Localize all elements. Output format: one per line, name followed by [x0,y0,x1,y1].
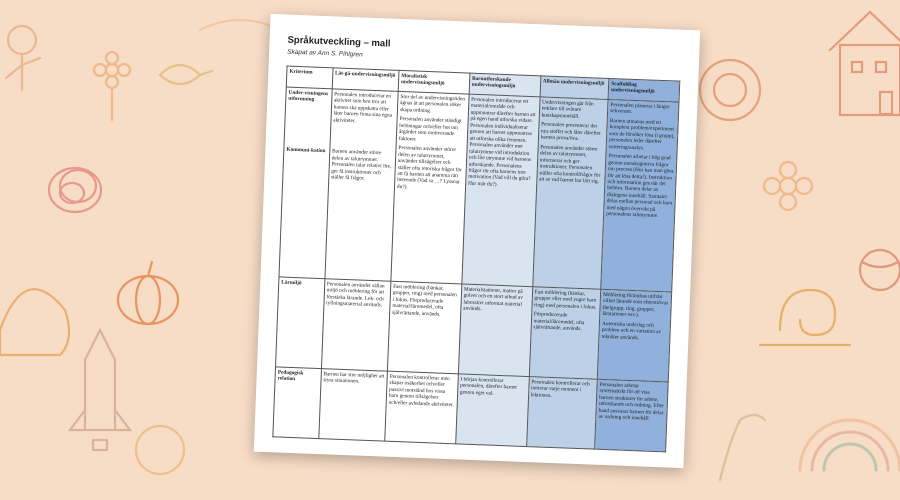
flower-icon-right [764,162,812,210]
table-cell [462,94,540,287]
criterion-cell [279,87,332,279]
cell-text: Personalen använder större delen av talutrymmet, använder tillsägelser och ställer ofta retoriska frågor för att få barnen att anamma rätt beteende (Vad sa …? Lyssnar du?). [396,145,462,191]
header-scaffolding: Scaffolding undervisningsmiljö [608,78,680,102]
header-barnutforskande: Barnutforskande undervisningsmiljö [469,73,541,97]
snail-icon [760,290,850,345]
table-cell [601,99,679,292]
table-cell [458,284,532,377]
cell-text: Stor del av undervisningstiden ägnas åt att personalen söker skapa ordning. [399,93,466,115]
cell-text: I början kontrollerar personalen, därefter barnet genom eget val. [459,376,517,397]
table-cell [318,369,387,441]
cell-text: Materialstationer, mattor på golvet och ett stort utbud av laborativt utformat material används. [463,286,524,313]
cell-text: Personalen kontrollerar och initierar varje moment i lektionen. [530,379,590,399]
table-cell [391,91,469,284]
table-cell [455,374,528,447]
criterion-cell: Pedagogisk relation [273,367,321,439]
table-cell [526,377,597,450]
table-row [279,87,679,292]
rubric-table [272,66,680,453]
scribble-icon [49,168,101,212]
cell-text: Personalen presenterar det nya stoffet och låter därefter barnen prova/öva. [540,121,601,143]
rocket-icon [70,330,130,450]
cell-text: Personalen arbetar i hög grad genom metakognitiva frågor om process (Hur kan man göra för att lösa detta?). Instruktion och information ges när det behövs. Barnen delar av dialogens innehåll. Samtalet delas mellan personal och barn med någon övervikt på personalens talutrymme. [606,153,674,220]
rainbow-icon [800,420,900,470]
cell-text: Autentiska underlag och problem och en variation av tekniker används. [601,320,662,342]
flower-icon [94,52,130,120]
header-criterion: Kriterium [286,66,332,89]
ball-icon [860,250,900,290]
table-cell [387,281,461,374]
cell-text: Personalen använder större delen av talutrymmet, informerar och ger instruktioner. Personalen ställer ofta kontrollfrågor för att se vad barnet har lärt sig. [538,144,601,185]
stick-figure-icon [6,26,40,90]
table-row [273,367,668,452]
cell-text: Barnen använder större delen av talutrymmet. Personalen talar relativt lite, ger få instruktioner och ställer få frågor. [330,148,392,182]
header-allman: Allmän undervisningsmiljö [540,76,609,100]
cell-text: Förproducerade material/läromedel, ofta självrättande, används. [533,311,585,333]
sun-icon [136,426,184,474]
hedgehog-icon [0,289,69,355]
house-icon [830,12,900,115]
cell-text: Personalen introducerar ett material/område och uppmuntrar därefter barnen att på egen hand utforska vidare. Personalen individualiserar genom att barnet uppmuntras att utforska olika fenomen. Personalen använder mer talutrymme vid introduktion och lite utrymme vid barnens utforskande. Personalens frågor rör ofta barnens inre motivation (Vad vill du göra? Hur mår du?). [467,96,536,188]
table-cell [325,89,399,281]
cell-text: Personalen arbetar systematiskt för att visa barnen strukturer för arbete, utforskande och ordning. Efter hand ansvarar barnen för delar av ordning och innehåll. [598,381,665,423]
cell-text: Möblering förändras utifrån vilket lärande som efterströvas (helgrupp, ring, grupper, lärstationer osv.). [602,291,669,319]
table-cell [529,287,601,380]
header-moralistisk: Moralistisk undervisningsmiljö [398,70,470,94]
table-cell [597,289,671,382]
cell-text: Personalen planerar i längre sekvenser. [610,102,670,116]
table-cell [595,379,668,452]
criterion-label-2: Kommuni-kation [286,146,326,155]
table-row [276,277,672,382]
sprout-icon [720,415,765,480]
pumpkin-icon [118,262,178,324]
cell-text: Personalen använder ständigt belöningar och/eller hot om åtgärder som motiverande faktorer. [398,116,462,143]
lion-icon [700,60,760,120]
document-paper [254,14,700,468]
cell-text: Personalen kontrollerar men skapar osäkerhet och/eller passivt motstånd hos vissa barn genom tillsägelser och/eller avledande aktiviteter. [388,373,454,409]
cell-text: Personalen introducerar en aktivitet som hen tror att barnen ska uppskatta eller låter barnen finna sina egna aktiviteter. [333,91,393,125]
table-cell [321,279,391,371]
criterion-label: Under-visningens utformning [288,89,329,104]
document-title: Språkutveckling – mall [287,34,391,50]
bird-icon [160,65,212,84]
header-lat-ga: Låt-gå-undervisningsmiljö [332,68,399,92]
table-cell [385,371,458,444]
cell-text: Barnen har stor möjlighet att styra situationen. [323,371,385,386]
cell-text: Fast möblering (bänkar, grupper eller med yngre barn ring) med personalen i fokus. [534,289,597,311]
document-subtitle: Skapat av Ann S. Pihlgren [286,48,363,59]
criterion-cell: Lärmiljö [276,277,325,369]
cell-text: Fast möblering (bänkar, grupper, ring) med personalen i fokus. Förproducerade material/läromedel, ofta självrättande, används. [392,283,457,318]
table-cell [532,97,608,289]
cell-text: Barnen utmanas med ett komplext problem/experiment som de försöker lösa (i grupp), personalen leder därefter sortering/analys. [608,117,675,152]
cell-text: Undervisningen går från enklare till svårare kunskapsinnehåll. [541,99,594,120]
cell-text: Personalen använder sällan miljö och möblering för att förstärka lärande. Lek- och tyllningsmaterial används. [326,281,385,309]
